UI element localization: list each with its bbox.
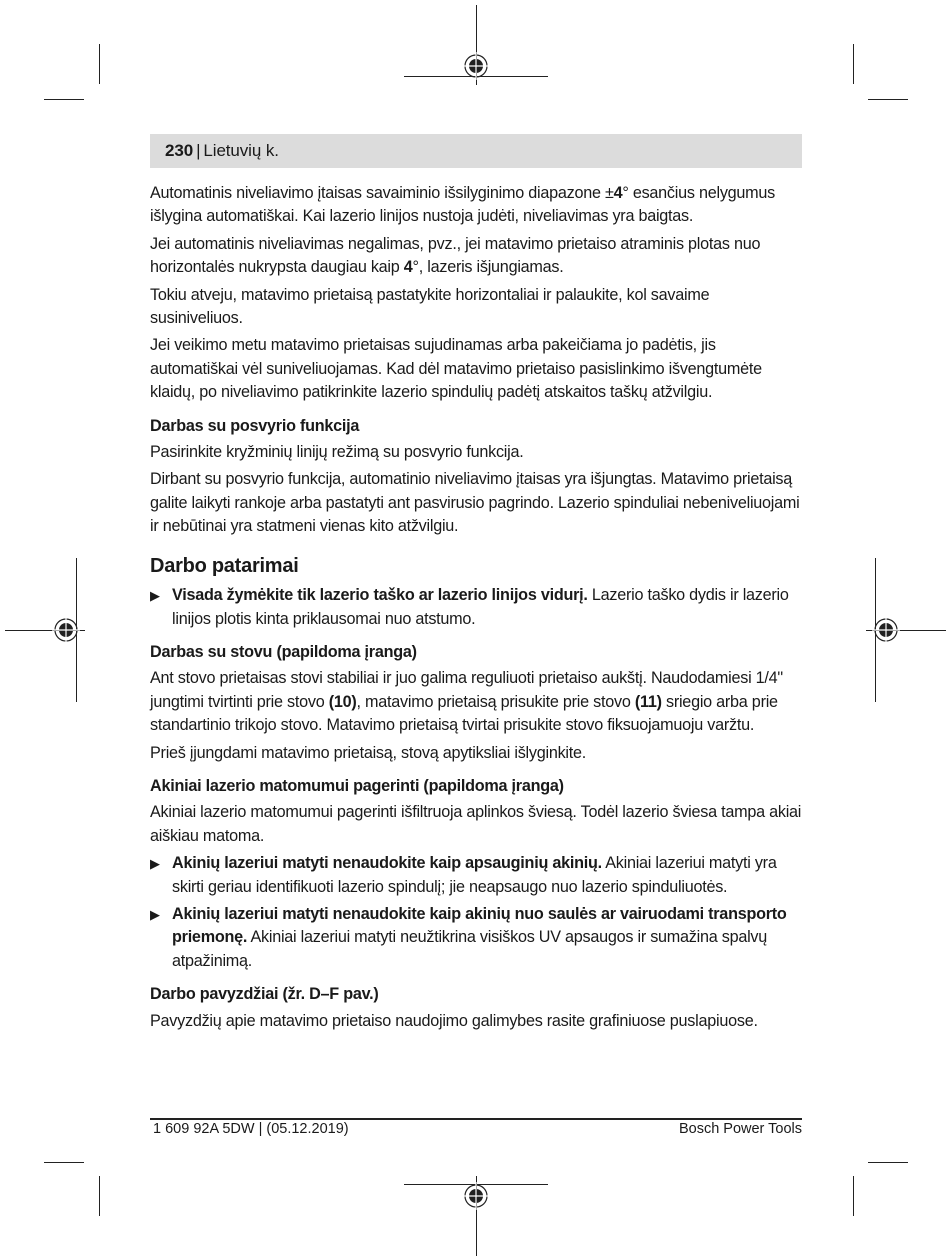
triangle-right-icon: ▶ bbox=[150, 588, 160, 604]
section-title: Darbo patarimai bbox=[150, 554, 299, 577]
paragraph: Jei veikimo metu matavimo prietaisas sujudinamas arba pakeičiama jo padėtis, jis automatiškai vėl suniveliuojamas. Kad dėl matavimo prietaiso pasislinkimo išvengtumėte klaidų, po niveliavimo patikrinkite lazerio spindulių padėtį atskaitos taškų atžvilgiu. bbox=[150, 336, 762, 402]
paragraph bbox=[150, 233, 802, 280]
crop-mark-bottom-left-v bbox=[99, 1176, 100, 1216]
list-item bbox=[150, 852, 802, 899]
text: Automatinis niveliavimo įtaisas savaiminio išsilyginimo diapazone ± bbox=[150, 184, 614, 202]
text: Jei automatinis niveliavimas negalimas, pvz., jei matavimo prietaiso atraminis plotas nuo horizontalės nukrypsta daugiau kaip bbox=[150, 234, 761, 277]
section-heading: Akiniai lazerio matomumui pagerinti (papildoma įranga) bbox=[150, 776, 564, 795]
paragraph bbox=[150, 667, 802, 737]
text: sriegio arba prie standartinio trikojo stovo. Matavimo prietaisą tvirtai prisukite stovo fiksuojamuoju varžtu. bbox=[150, 692, 778, 735]
list-item bbox=[150, 584, 802, 631]
paragraph: Akiniai lazerio matomumui pagerinti išfiltruoja aplinkos šviesą. Todėl lazerio šviesa tampa akiai aiškiau matoma. bbox=[150, 803, 802, 845]
paragraph: Prieš įjungdami matavimo prietaisą, stovą apytiksliai išlyginkite. bbox=[150, 743, 587, 762]
text: Lazerio taško dydis ir lazerio linijos plotis kinta priklausomai nuo atstumo. bbox=[172, 586, 789, 628]
paragraph: Pasirinkite kryžminių linijų režimą su posvyrio funkcija. bbox=[150, 443, 524, 462]
footer-rule bbox=[150, 1118, 802, 1120]
crop-mark-bottom-left-h bbox=[44, 1162, 84, 1163]
text-bold: Akinių lazeriui matyti nenaudokite kaip apsauginių akinių. bbox=[172, 854, 602, 873]
header-separator: | bbox=[196, 141, 201, 160]
text: , matavimo prietaisą prisukite prie stovo bbox=[356, 692, 635, 711]
footer-doc-id: 1 609 92A 5DW | (05.12.2019) bbox=[153, 1121, 349, 1137]
text: °, lazeris išjungiamas. bbox=[412, 258, 564, 277]
registration-mark-icon bbox=[462, 52, 490, 80]
section-heading: Darbas su stovu (papildoma įranga) bbox=[150, 642, 417, 661]
crop-mark-top-right-h bbox=[868, 99, 908, 100]
page-header bbox=[150, 134, 802, 168]
text: Ant stovo prietaisas stovi stabiliai ir juo galima reguliuoti prietaiso aukštį. Naudodamiesi 1/4" jungtimi tvirtinti prie stovo bbox=[150, 669, 783, 711]
paragraph: Pavyzdžių apie matavimo prietaiso naudojimo galimybes rasite grafiniuose puslapiuose. bbox=[150, 1011, 758, 1030]
crop-mark-top-left-h bbox=[44, 99, 84, 100]
text-bold: (10) bbox=[328, 692, 357, 711]
paragraph: Dirbant su posvyrio funkcija, automatinio niveliavimo įtaisas yra išjungtas. Matavimo prietaisą galite laikyti rankoje arba pastatyti ant pasvirusio pagrindo. Lazerio spinduliai nebeniveliuojami ir nebūtinai yra statmeni vienas kito atžvilgiu. bbox=[150, 470, 800, 536]
text-bold: (11) bbox=[634, 692, 662, 711]
text: Akiniai lazeriui matyti neužtikrina visiškos UV apsaugos ir sumažina spalvų atpažinimą. bbox=[172, 928, 768, 970]
text: Akiniai lazeriui matyti yra skirti geriau identifikuoti lazerio spindulį; jie neapsaugo nuo lazerio spinduliuotės. bbox=[172, 854, 777, 896]
triangle-right-icon: ▶ bbox=[150, 906, 160, 922]
registration-mark-icon bbox=[872, 616, 900, 644]
page-content bbox=[150, 182, 802, 1037]
triangle-right-icon: ▶ bbox=[150, 856, 160, 872]
text-bold: Akinių lazeriui matyti nenaudokite kaip akinių nuo saulės ar vairuodami transporto priemonę. bbox=[172, 904, 787, 947]
text: ° esančius nelygumus išlygina automatiškai. Kai lazerio linijos nustoja judėti, niveliavimas yra baigtas. bbox=[150, 184, 775, 226]
header-language: Lietuvių k. bbox=[203, 141, 279, 160]
section-heading: Darbo pavyzdžiai (žr. D–F pav.) bbox=[150, 985, 379, 1004]
crop-mark-top-left-v bbox=[99, 44, 100, 84]
section-heading: Darbas su posvyrio funkcija bbox=[150, 416, 360, 435]
crop-mark-bottom-right-v bbox=[853, 1176, 854, 1216]
footer-brand: Bosch Power Tools bbox=[678, 1121, 802, 1137]
text-bold: Visada žymėkite tik lazerio taško ar lazerio linijos vidurį. bbox=[172, 586, 588, 605]
text-bold: 4 bbox=[613, 184, 623, 202]
registration-mark-icon bbox=[52, 616, 80, 644]
text-bold: 4 bbox=[403, 258, 413, 277]
list-item bbox=[150, 903, 802, 973]
paragraph: Tokiu atveju, matavimo prietaisą pastatykite horizontaliai ir palaukite, kol savaime susiniveliuos. bbox=[150, 285, 710, 328]
paragraph bbox=[150, 182, 802, 229]
registration-mark-icon bbox=[462, 1182, 490, 1210]
crop-mark-top-right-v bbox=[853, 44, 854, 84]
crop-mark-bottom-right-h bbox=[868, 1162, 908, 1163]
page-number: 230 bbox=[165, 141, 194, 160]
